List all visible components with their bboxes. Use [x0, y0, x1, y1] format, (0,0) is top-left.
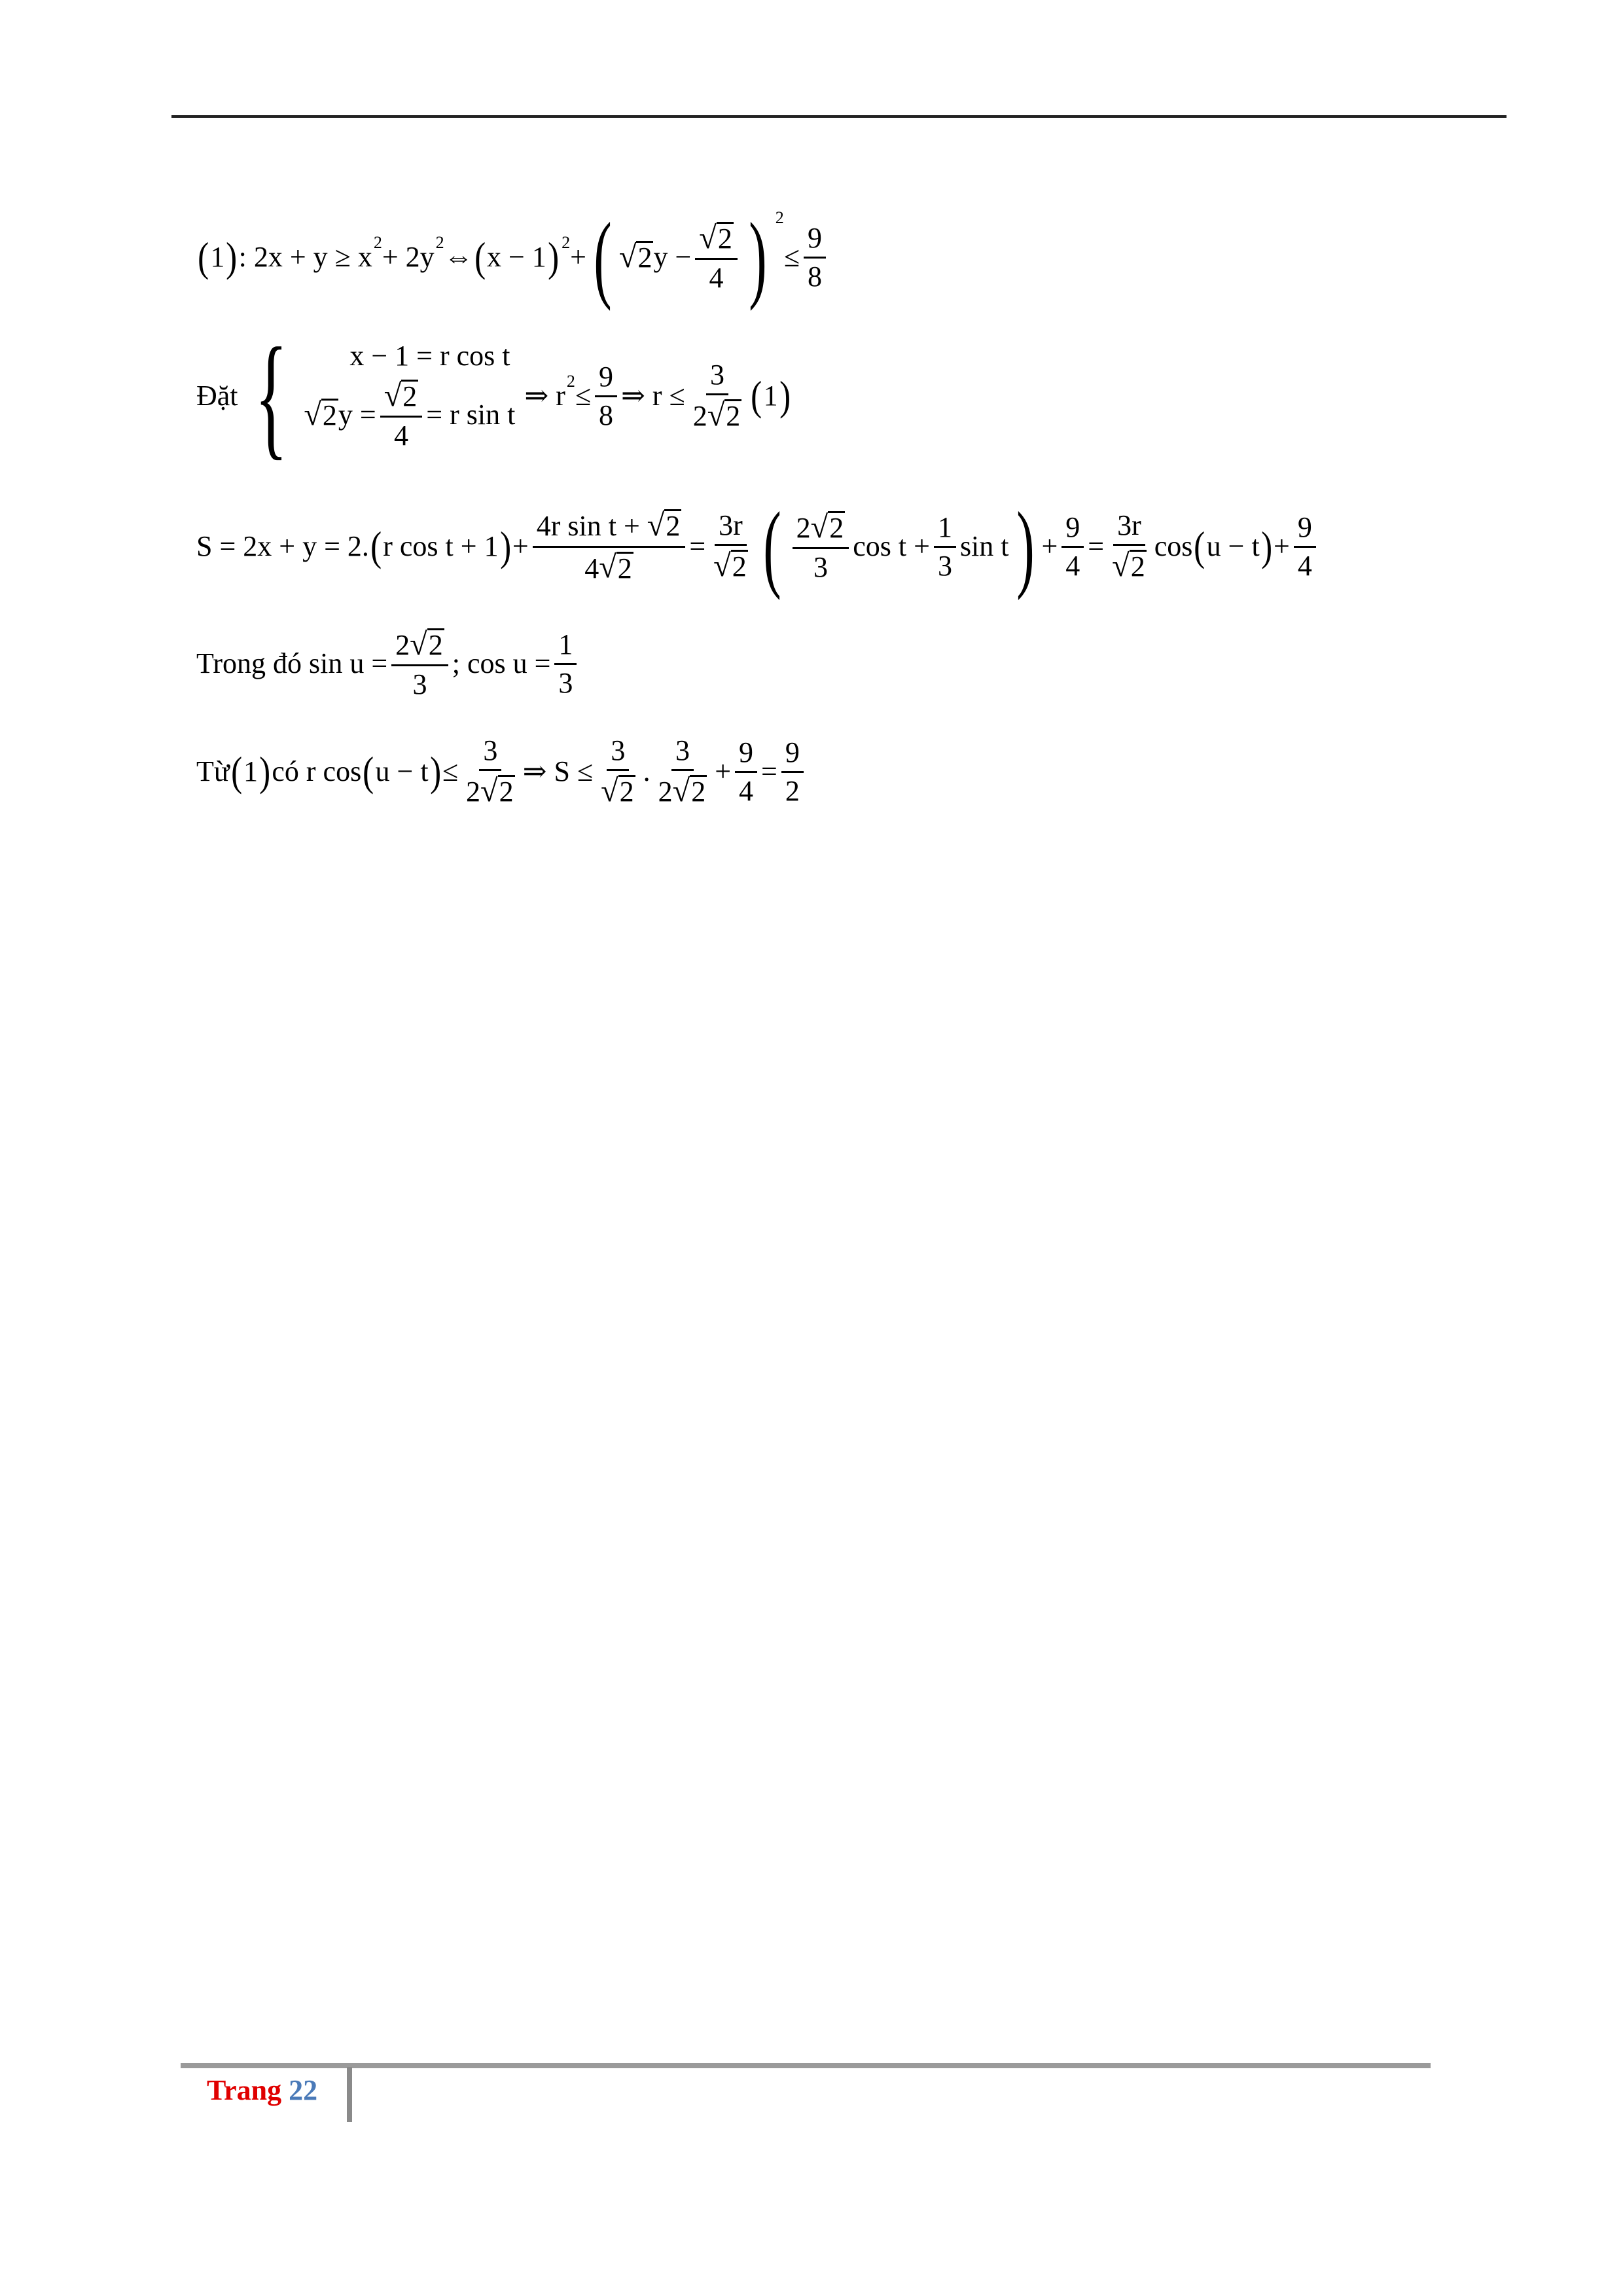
fraction: 3 2 √ 2 — [692, 358, 741, 433]
implies: ⇒ r ≤ — [621, 380, 685, 412]
eq-label: 1 — [763, 380, 778, 412]
paren-open: ( — [363, 748, 374, 795]
paren-close: ) — [547, 234, 559, 280]
fraction — [781, 738, 804, 806]
denominator: 2 — [692, 399, 707, 432]
denominator: 8 — [807, 260, 822, 293]
header-rule — [171, 115, 1507, 118]
fraction — [735, 738, 757, 806]
paren-close: ) — [429, 748, 441, 795]
fraction: 3 2 √ 2 — [658, 734, 706, 808]
term: ; cos u = — [452, 647, 551, 680]
operator: = — [1088, 530, 1105, 562]
numerator: 3 — [607, 736, 629, 771]
radicand: 2 — [499, 776, 514, 808]
operator: + — [570, 241, 586, 273]
paren-close: ) — [226, 234, 238, 280]
denominator: 3 — [813, 551, 828, 584]
fraction: 2 √ 2 3 — [391, 628, 448, 699]
footer-rule — [181, 2063, 1431, 2068]
numerator: 3r — [1113, 511, 1145, 546]
term: cos t + — [853, 530, 930, 562]
footer-divider — [347, 2067, 352, 2122]
fraction — [1294, 513, 1316, 581]
fraction: √ 2 4 — [380, 380, 423, 450]
radicand: 2 — [322, 399, 337, 432]
denominator: 2 — [785, 774, 800, 807]
big-paren-open: ( — [594, 203, 612, 312]
exponent: 2 — [435, 233, 444, 252]
denominator: 2 — [658, 775, 673, 808]
operator: ≤ — [442, 755, 459, 788]
term: u − t — [1206, 530, 1260, 562]
operator: ≤ — [575, 380, 592, 412]
paren-close: ) — [499, 523, 511, 569]
operator: = — [761, 755, 777, 788]
equation-line-4 — [196, 628, 580, 699]
numerator: 9 — [595, 363, 617, 397]
term: + 2y — [382, 241, 435, 273]
system-row-1: x − 1 = r cos t — [349, 339, 510, 372]
exponent: 2 — [775, 208, 784, 227]
paren-close: ) — [1260, 523, 1272, 569]
operator: + — [512, 530, 529, 562]
radicand: 2 — [619, 776, 634, 808]
fraction: 2 √ 2 3 — [793, 511, 849, 582]
operator: . — [643, 755, 651, 788]
eq-label: 1 — [210, 241, 225, 273]
paren-open: ( — [230, 748, 242, 795]
operator: + — [715, 755, 732, 788]
numerator: 9 — [804, 224, 826, 259]
radicand: 2 — [691, 776, 706, 808]
sqrt: √ 2 — [618, 240, 652, 275]
page-footer — [207, 2073, 317, 2107]
radicand: 2 — [402, 380, 418, 412]
fraction: 3 √ 2 — [601, 734, 634, 808]
term: có r cos — [272, 755, 362, 788]
word-dat: Đặt — [196, 380, 238, 412]
numerator: 3 — [671, 736, 694, 771]
paren-open: ( — [198, 234, 209, 280]
denominator: 4 — [739, 774, 754, 807]
term: y − — [653, 241, 692, 273]
implies: ⇒ S ≤ — [522, 755, 594, 788]
big-paren-close: ) — [1016, 492, 1035, 601]
fraction: 3r √ 2 — [713, 509, 747, 583]
paren-close: ) — [779, 372, 791, 419]
denominator: 4 — [709, 262, 724, 295]
system — [304, 339, 516, 452]
term: = r sin t — [426, 399, 516, 431]
paren-open: ( — [370, 523, 382, 569]
paren-close: ) — [259, 748, 271, 795]
term: Từ — [196, 755, 230, 788]
equation-line-5 — [196, 736, 808, 807]
radicand: 2 — [717, 222, 732, 255]
paren-open: ( — [751, 372, 762, 419]
footer-label: Trang — [207, 2074, 282, 2106]
term: u − t — [375, 755, 429, 788]
exponent: 2 — [562, 233, 571, 252]
radicand: 2 — [666, 510, 681, 543]
exponent: 2 — [566, 372, 575, 391]
denominator: 4 — [394, 420, 408, 452]
equation-line-1 — [196, 203, 830, 312]
denominator: 4 — [1297, 549, 1312, 582]
numerator: 2 — [796, 511, 811, 544]
denominator: 8 — [599, 399, 614, 431]
radicand: 2 — [1130, 550, 1145, 583]
fraction — [934, 513, 956, 581]
denominator: 4 — [1065, 549, 1080, 582]
operator: ≤ — [783, 241, 800, 273]
radicand: 2 — [726, 399, 741, 432]
numerator: 3r — [715, 511, 747, 546]
fraction — [1061, 513, 1084, 581]
denominator: 4 — [584, 552, 599, 584]
numerator: 3 — [706, 361, 728, 395]
radicand: 2 — [829, 511, 844, 544]
equation-line-3 — [196, 492, 1320, 601]
denominator: 3 — [937, 549, 952, 582]
fraction — [804, 221, 826, 293]
big-paren-open: ( — [762, 492, 781, 601]
exponent: 2 — [373, 233, 382, 252]
term: S = 2x + y = 2. — [196, 530, 369, 562]
radicand: 2 — [637, 242, 652, 274]
term: r cos t + 1 — [383, 530, 499, 562]
numerator: 2 — [395, 628, 410, 661]
numerator: 9 — [735, 738, 757, 773]
fraction: 4r sin t + √ 2 4 √ 2 — [533, 509, 686, 583]
iff-symbol: ⇔ — [444, 241, 473, 273]
fraction: 3r √ 2 — [1112, 509, 1145, 583]
term: cos — [1154, 530, 1193, 562]
term: sin t — [959, 530, 1009, 562]
denominator: 3 — [558, 666, 573, 699]
fraction: √ 2 4 — [695, 222, 738, 293]
paren-open: ( — [474, 234, 486, 280]
denominator: 2 — [466, 775, 481, 808]
term: y = — [338, 399, 376, 431]
term: Trong đó sin u = — [196, 647, 388, 680]
brace: { — [254, 320, 288, 472]
operator: = — [689, 530, 706, 562]
numerator: 9 — [1061, 513, 1084, 548]
numerator: 3 — [479, 736, 501, 771]
radicand: 2 — [732, 550, 747, 583]
fraction — [595, 360, 617, 431]
big-paren-close: ) — [749, 203, 767, 312]
denominator: 3 — [412, 668, 427, 701]
numerator: 9 — [1294, 513, 1316, 548]
numerator: 1 — [554, 630, 577, 665]
equation-line-2 — [196, 320, 792, 472]
operator: + — [1041, 530, 1058, 562]
term: : 2x + y ≥ x — [238, 241, 372, 273]
numerator: 4r sin t + — [536, 510, 647, 543]
fraction: 3 2 √ 2 — [466, 734, 514, 808]
fraction — [554, 630, 577, 698]
operator: + — [1274, 530, 1290, 562]
system-row-2: √ 2 y = √ 2 4 = r sin t — [304, 378, 516, 452]
numerator: 1 — [934, 513, 956, 548]
page-number: 22 — [289, 2074, 318, 2106]
radicand: 2 — [428, 629, 443, 661]
radicand: 2 — [617, 552, 632, 584]
eq-label: 1 — [243, 755, 259, 788]
implies: ⇒ r — [524, 380, 565, 412]
paren-open: ( — [1194, 523, 1205, 569]
numerator: 9 — [781, 738, 804, 773]
term: x − 1 — [486, 241, 546, 273]
